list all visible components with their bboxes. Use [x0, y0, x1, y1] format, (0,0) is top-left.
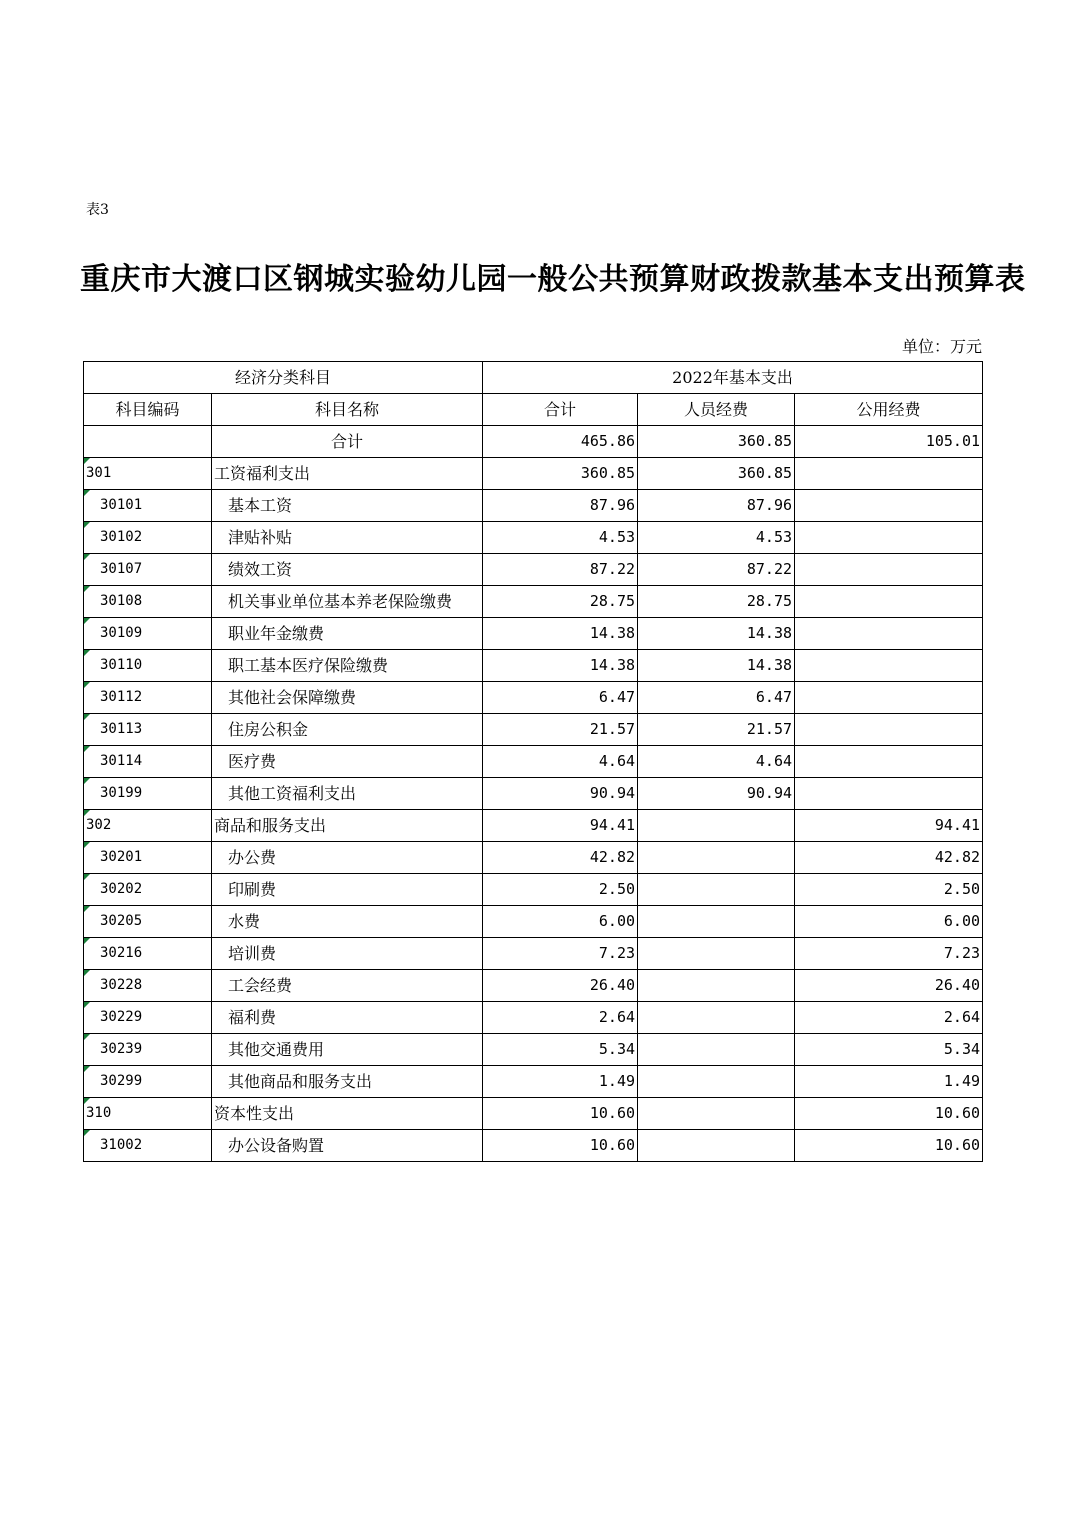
- table-row: [84, 746, 983, 778]
- name-cell: 基本工资: [212, 490, 483, 522]
- cell-marker-icon: [84, 938, 90, 944]
- code-text: 30112: [100, 689, 143, 705]
- table-row: [84, 618, 983, 650]
- code-text: 30199: [100, 785, 143, 801]
- public-cell: 2.64: [795, 1002, 983, 1034]
- code-text: 301: [86, 465, 112, 481]
- unit-label: 单位：万元: [901, 337, 982, 356]
- cell-marker-icon: [84, 650, 90, 656]
- public-cell: [795, 522, 983, 554]
- public-cell: [795, 490, 983, 522]
- name-cell: 其他商品和服务支出: [212, 1066, 483, 1098]
- personnel-cell: 87.22: [638, 554, 795, 586]
- table-row: [84, 714, 983, 746]
- cell-marker-icon: [84, 458, 90, 464]
- cell-marker-icon: [84, 746, 90, 752]
- public-cell: 2.50: [795, 874, 983, 906]
- header-group-row: [84, 362, 983, 394]
- public-cell: [795, 618, 983, 650]
- cell-marker-icon: [84, 490, 90, 496]
- total-cell: 14.38: [483, 618, 638, 650]
- code-cell: [84, 458, 212, 490]
- total-public-cell: 105.01: [795, 426, 983, 458]
- cell-marker-icon: [84, 970, 90, 976]
- total-cell: 4.53: [483, 522, 638, 554]
- header-total: 合计: [483, 394, 638, 426]
- code-cell: [84, 618, 212, 650]
- header-personnel: 人员经费: [638, 394, 795, 426]
- table-row: [84, 1034, 983, 1066]
- personnel-cell: 90.94: [638, 778, 795, 810]
- table-row: [84, 842, 983, 874]
- personnel-cell: 28.75: [638, 586, 795, 618]
- header-basic-expenditure: 2022年基本支出: [483, 362, 983, 394]
- cell-marker-icon: [84, 1130, 90, 1136]
- public-cell: 6.00: [795, 906, 983, 938]
- public-cell: 26.40: [795, 970, 983, 1002]
- table-row: [84, 810, 983, 842]
- total-cell: 90.94: [483, 778, 638, 810]
- cell-marker-icon: [84, 714, 90, 720]
- total-cell: 10.60: [483, 1098, 638, 1130]
- code-cell: [84, 906, 212, 938]
- name-cell: 资本性支出: [212, 1098, 483, 1130]
- total-cell: 94.41: [483, 810, 638, 842]
- public-cell: [795, 778, 983, 810]
- public-cell: 5.34: [795, 1034, 983, 1066]
- table-row: [84, 906, 983, 938]
- personnel-cell: 87.96: [638, 490, 795, 522]
- personnel-cell: 4.64: [638, 746, 795, 778]
- total-cell: 2.50: [483, 874, 638, 906]
- name-cell: 机关事业单位基本养老保险缴费: [212, 586, 483, 618]
- table-row: [84, 1098, 983, 1130]
- personnel-cell: [638, 906, 795, 938]
- public-cell: 10.60: [795, 1130, 983, 1162]
- code-text: 30205: [100, 913, 143, 929]
- total-cell: 4.64: [483, 746, 638, 778]
- code-cell: [84, 746, 212, 778]
- cell-marker-icon: [84, 842, 90, 848]
- code-text: 30108: [100, 593, 143, 609]
- total-cell: 7.23: [483, 938, 638, 970]
- code-cell: [84, 970, 212, 1002]
- code-text: 30228: [100, 977, 143, 993]
- code-text: 30299: [100, 1073, 143, 1089]
- table-row: [84, 682, 983, 714]
- cell-marker-icon: [84, 682, 90, 688]
- code-text: 30202: [100, 881, 143, 897]
- total-cell: 87.22: [483, 554, 638, 586]
- table-row: [84, 458, 983, 490]
- name-cell: 医疗费: [212, 746, 483, 778]
- personnel-cell: 360.85: [638, 458, 795, 490]
- code-text: 31002: [100, 1137, 143, 1153]
- table-number: 表3: [86, 202, 109, 218]
- cell-marker-icon: [84, 586, 90, 592]
- header-name: 科目名称: [212, 394, 483, 426]
- header-public: 公用经费: [795, 394, 983, 426]
- total-cell: 42.82: [483, 842, 638, 874]
- personnel-cell: [638, 1002, 795, 1034]
- code-text: 30114: [100, 753, 143, 769]
- code-cell: [84, 1002, 212, 1034]
- cell-marker-icon: [84, 554, 90, 560]
- table-row: [84, 650, 983, 682]
- total-cell: 21.57: [483, 714, 638, 746]
- public-cell: 10.60: [795, 1098, 983, 1130]
- cell-marker-icon: [84, 1066, 90, 1072]
- code-cell: [84, 1066, 212, 1098]
- public-cell: [795, 682, 983, 714]
- code-text: 310: [86, 1105, 112, 1121]
- public-cell: 42.82: [795, 842, 983, 874]
- code-text: 30109: [100, 625, 143, 641]
- cell-marker-icon: [84, 1098, 90, 1104]
- name-cell: 商品和服务支出: [212, 810, 483, 842]
- cell-marker-icon: [84, 1002, 90, 1008]
- code-cell: [84, 1034, 212, 1066]
- code-cell: [84, 778, 212, 810]
- personnel-cell: [638, 970, 795, 1002]
- cell-marker-icon: [84, 810, 90, 816]
- table-row: [84, 522, 983, 554]
- public-cell: [795, 714, 983, 746]
- personnel-cell: [638, 1034, 795, 1066]
- public-cell: [795, 650, 983, 682]
- table-row: [84, 1130, 983, 1162]
- name-cell: 福利费: [212, 1002, 483, 1034]
- name-cell: 住房公积金: [212, 714, 483, 746]
- name-cell: 津贴补贴: [212, 522, 483, 554]
- code-text: 30229: [100, 1009, 143, 1025]
- header-column-row: [84, 394, 983, 426]
- table-row: [84, 1002, 983, 1034]
- public-cell: [795, 554, 983, 586]
- header-code: 科目编码: [84, 394, 212, 426]
- personnel-cell: 21.57: [638, 714, 795, 746]
- public-cell: 94.41: [795, 810, 983, 842]
- personnel-cell: [638, 1066, 795, 1098]
- personnel-cell: 4.53: [638, 522, 795, 554]
- public-cell: 1.49: [795, 1066, 983, 1098]
- name-cell: 绩效工资: [212, 554, 483, 586]
- total-cell: 360.85: [483, 458, 638, 490]
- page-title: 重庆市大渡口区钢城实验幼儿园一般公共预算财政拨款基本支出预算表: [80, 262, 1026, 297]
- budget-table: [83, 361, 983, 1162]
- total-code-cell: [84, 426, 212, 458]
- code-cell: [84, 842, 212, 874]
- table-row: [84, 938, 983, 970]
- name-cell: 工会经费: [212, 970, 483, 1002]
- code-text: 30239: [100, 1041, 143, 1057]
- name-cell: 其他交通费用: [212, 1034, 483, 1066]
- code-text: 30201: [100, 849, 143, 865]
- total-personnel-cell: 360.85: [638, 426, 795, 458]
- table-row: [84, 778, 983, 810]
- name-cell: 工资福利支出: [212, 458, 483, 490]
- code-cell: [84, 554, 212, 586]
- code-cell: [84, 1098, 212, 1130]
- code-text: 302: [86, 817, 112, 833]
- code-cell: [84, 874, 212, 906]
- table-row: [84, 554, 983, 586]
- personnel-cell: [638, 874, 795, 906]
- cell-marker-icon: [84, 618, 90, 624]
- code-text: 30101: [100, 497, 143, 513]
- name-cell: 其他工资福利支出: [212, 778, 483, 810]
- code-cell: [84, 650, 212, 682]
- total-name-cell: 合计: [212, 426, 483, 458]
- name-cell: 办公费: [212, 842, 483, 874]
- total-cell: 28.75: [483, 586, 638, 618]
- total-row: [84, 426, 983, 458]
- total-cell: 87.96: [483, 490, 638, 522]
- code-cell: [84, 810, 212, 842]
- total-cell: 10.60: [483, 1130, 638, 1162]
- name-cell: 办公设备购置: [212, 1130, 483, 1162]
- table-row: [84, 490, 983, 522]
- total-cell: 1.49: [483, 1066, 638, 1098]
- personnel-cell: 6.47: [638, 682, 795, 714]
- total-total-cell: 465.86: [483, 426, 638, 458]
- public-cell: [795, 458, 983, 490]
- code-cell: [84, 1130, 212, 1162]
- cell-marker-icon: [84, 778, 90, 784]
- cell-marker-icon: [84, 874, 90, 880]
- total-cell: 14.38: [483, 650, 638, 682]
- code-text: 30216: [100, 945, 143, 961]
- name-cell: 职业年金缴费: [212, 618, 483, 650]
- name-cell: 水费: [212, 906, 483, 938]
- personnel-cell: [638, 842, 795, 874]
- personnel-cell: 14.38: [638, 618, 795, 650]
- code-text: 30102: [100, 529, 143, 545]
- table-row: [84, 970, 983, 1002]
- code-text: 30110: [100, 657, 143, 673]
- code-cell: [84, 490, 212, 522]
- total-cell: 6.00: [483, 906, 638, 938]
- personnel-cell: [638, 938, 795, 970]
- total-cell: 2.64: [483, 1002, 638, 1034]
- total-cell: 6.47: [483, 682, 638, 714]
- code-cell: [84, 714, 212, 746]
- public-cell: [795, 586, 983, 618]
- personnel-cell: [638, 1098, 795, 1130]
- public-cell: 7.23: [795, 938, 983, 970]
- budget-table-body: [84, 362, 983, 1162]
- public-cell: [795, 746, 983, 778]
- cell-marker-icon: [84, 1034, 90, 1040]
- code-cell: [84, 522, 212, 554]
- code-cell: [84, 682, 212, 714]
- name-cell: 职工基本医疗保险缴费: [212, 650, 483, 682]
- personnel-cell: 14.38: [638, 650, 795, 682]
- table-row: [84, 586, 983, 618]
- name-cell: 培训费: [212, 938, 483, 970]
- code-text: 30107: [100, 561, 143, 577]
- code-text: 30113: [100, 721, 143, 737]
- personnel-cell: [638, 810, 795, 842]
- table-row: [84, 874, 983, 906]
- code-cell: [84, 938, 212, 970]
- personnel-cell: [638, 1130, 795, 1162]
- total-cell: 5.34: [483, 1034, 638, 1066]
- name-cell: 印刷费: [212, 874, 483, 906]
- header-economic-classification: 经济分类科目: [84, 362, 483, 394]
- total-cell: 26.40: [483, 970, 638, 1002]
- name-cell: 其他社会保障缴费: [212, 682, 483, 714]
- cell-marker-icon: [84, 522, 90, 528]
- code-cell: [84, 586, 212, 618]
- cell-marker-icon: [84, 906, 90, 912]
- table-row: [84, 1066, 983, 1098]
